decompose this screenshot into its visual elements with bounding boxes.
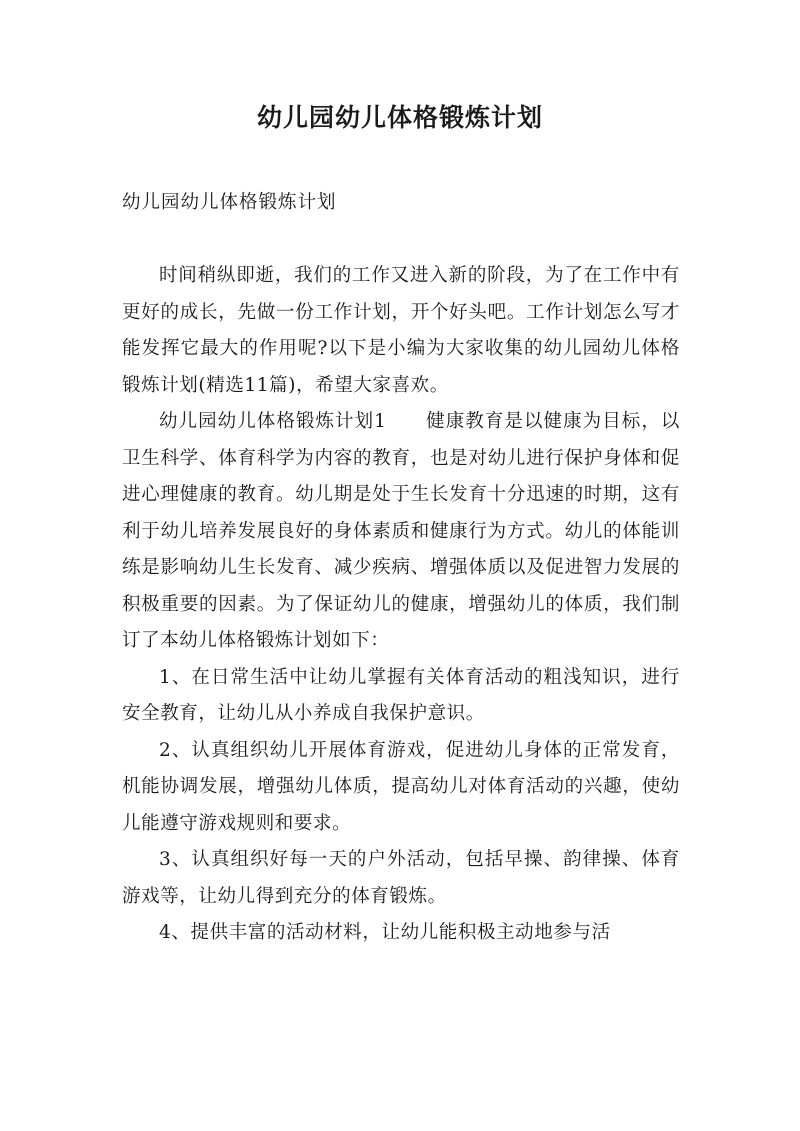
- paragraph-plan-1: 幼儿园幼儿体格锻炼计划1 健康教育是以健康为目标，以卫生科学、体育科学为内容的教育，也是对幼儿进行保护身体和促进心理健康的教育。幼儿期是处于生长发育十分迅速的时期，这有利于幼儿培养发展良好的身体素质和健康行为方式。幼儿的体能训练是影响幼儿生长发育、减少疾病、增强体质以及促进智力发展的积极重要的因素。为了保证幼儿的健康，增强幼儿的体质，我们制订了本幼儿体格锻炼计划如下：: [122, 411, 680, 651]
- document-subtitle: 幼儿园幼儿体格锻炼计划: [122, 192, 337, 213]
- document-body: [122, 258, 680, 952]
- paragraph-item-3: 3、认真组织好每一天的户外活动，包括早操、韵律操、体育游戏等，让幼儿得到充分的体育锻炼。: [122, 849, 680, 907]
- paragraph-item-4: 4、提供丰富的活动材料，让幼儿能积极主动地参与活: [159, 922, 611, 943]
- paragraph-item-1: 1、在日常生活中让幼儿掌握有关体育活动的粗浅知识，进行安全教育，让幼儿从小养成自我保护意识。: [122, 666, 680, 724]
- document-title: 幼儿园幼儿体格锻炼计划: [256, 103, 543, 132]
- paragraph-item-2: 2、认真组织幼儿开展体育游戏，促进幼儿身体的正常发育，机能协调发展，增强幼儿体质，提高幼儿对体育活动的兴趣，使幼儿能遵守游戏规则和要求。: [122, 739, 680, 834]
- paragraph-intro: 时间稍纵即逝，我们的工作又进入新的阶段，为了在工作中有更好的成长，先做一份工作计划，开个好头吧。工作计划怎么写才能发挥它最大的作用呢?以下是小编为大家收集的幼儿园幼儿体格锻炼计划(精选11篇)，希望大家喜欢。: [122, 265, 680, 396]
